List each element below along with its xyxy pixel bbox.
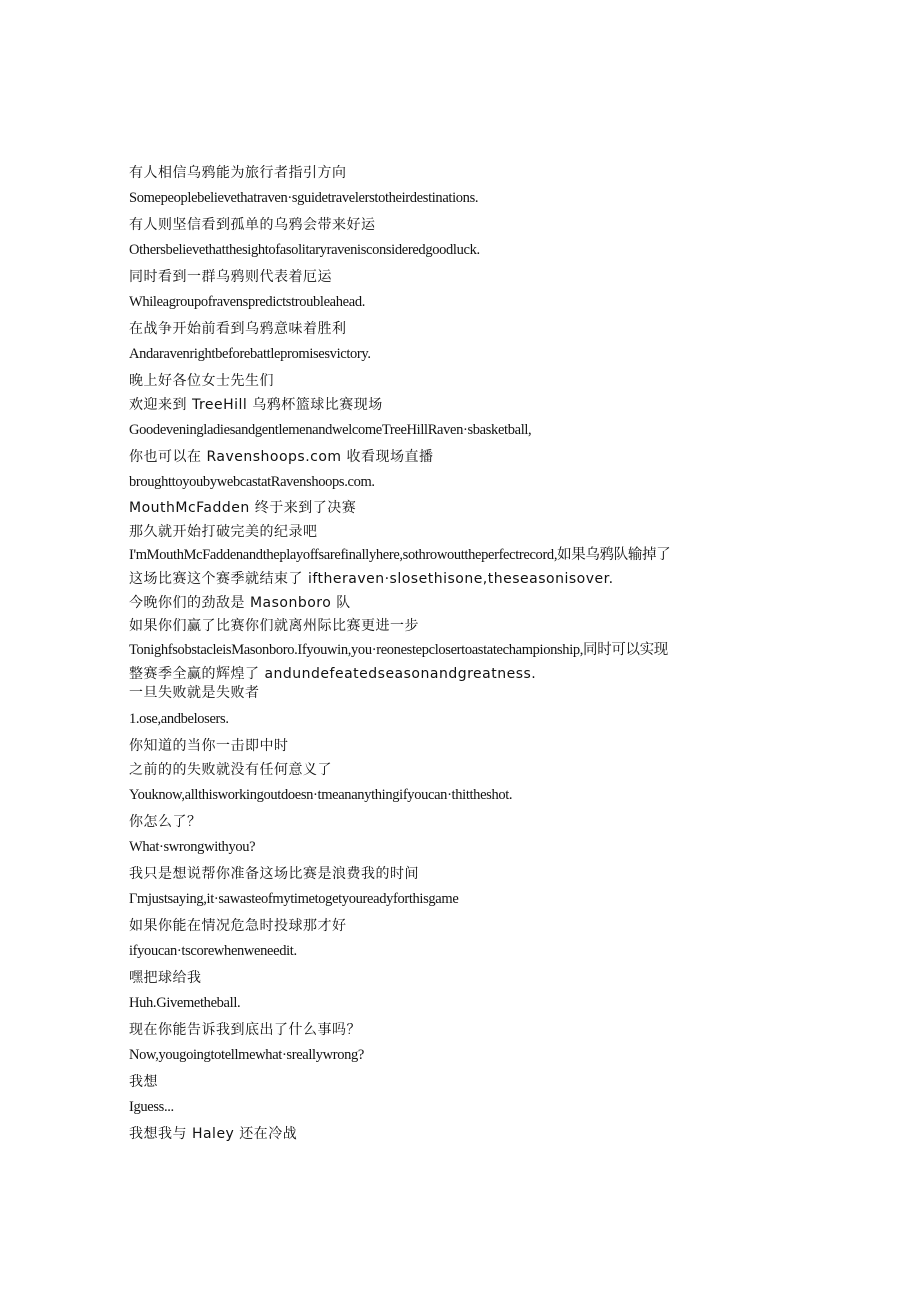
subtitle-line: 今晚你们的劲敌是 Masonboro 队 bbox=[129, 595, 351, 611]
subtitle-line: 有人则坚信看到孤单的乌鸦会带来好运 bbox=[129, 217, 376, 233]
subtitle-line: 有人相信乌鸦能为旅行者指引方向 bbox=[129, 165, 347, 181]
subtitle-line: TonighfsobstacleisMasonboro.Ifyouwin,you·reonestepclosertoastatechampionship,同时可以实现 bbox=[129, 642, 668, 658]
subtitle-line: 我想我与 Haley 还在冷战 bbox=[129, 1126, 298, 1142]
subtitle-line: 1.ose,andbelosers. bbox=[129, 711, 229, 727]
subtitle-line: 一旦失败就是失败者 bbox=[129, 685, 260, 701]
subtitle-line: GoodeveningladiesandgentlemenandwelcomeTreeHillRaven·sbasketball, bbox=[129, 422, 532, 438]
subtitle-line: 这场比赛这个赛季就结束了 iftheraven·slosethisone,theseasonisover. bbox=[129, 571, 614, 587]
subtitle-line: 我想 bbox=[129, 1074, 158, 1090]
subtitle-line: 如果你能在情况危急时投球那才好 bbox=[129, 918, 347, 934]
subtitle-line: 同时看到一群乌鸦则代表着厄运 bbox=[129, 269, 332, 285]
subtitle-line: 你怎么了？ bbox=[129, 814, 202, 830]
subtitle-line: 嘿把球给我 bbox=[129, 970, 202, 986]
subtitle-line: 你也可以在 Ravenshoops.com 收看现场直播 bbox=[129, 449, 434, 465]
subtitle-line: Now,yougoingtotellmewhat·sreallywrong? bbox=[129, 1047, 365, 1063]
subtitle-line: MouthMcFadden 终于来到了决赛 bbox=[129, 500, 357, 516]
subtitle-line: 欢迎来到 TreeHill 乌鸦杯篮球比赛现场 bbox=[129, 397, 383, 413]
subtitle-line: What·swrongwithyou? bbox=[129, 839, 256, 855]
subtitle-line: Othersbelievethatthesightofasolitaryravenisconsideredgoodluck. bbox=[129, 242, 480, 258]
subtitle-line: Andaravenrightbeforebattlepromisesvictory. bbox=[129, 346, 371, 362]
subtitle-line: Γmjustsaying,it·sawasteofmytimetogetyoureadyforthisgame bbox=[129, 891, 459, 907]
subtitle-line: I'mMouthMcFaddenandtheplayoffsarefinallyhere,sothrowouttheperfectrecord,如果乌鸦队输掉了 bbox=[129, 547, 671, 563]
subtitle-line: broughttoyoubywebcastatRavenshoops.com. bbox=[129, 474, 375, 490]
subtitle-line: 你知道的当你一击即中时 bbox=[129, 738, 289, 754]
subtitle-line: Iguess... bbox=[129, 1099, 174, 1115]
subtitle-line: 如果你们赢了比赛你们就离州际比赛更进一步 bbox=[129, 618, 419, 634]
subtitle-line: 那久就开始打破完美的纪录吧 bbox=[129, 524, 318, 540]
subtitle-line: Huh.Givemetheball. bbox=[129, 995, 241, 1011]
subtitle-line: 现在你能告诉我到底出了什么事吗？ bbox=[129, 1022, 361, 1038]
subtitle-line: 晚上好各位女士先生们 bbox=[129, 373, 274, 389]
subtitle-line: Somepeoplebelievethatraven·sguidetravelerstotheirdestinations. bbox=[129, 190, 479, 206]
subtitle-line: 之前的的失败就没有任何意义了 bbox=[129, 762, 332, 778]
subtitle-line: 在战争开始前看到乌鸦意味着胜利 bbox=[129, 321, 347, 337]
subtitle-line: Youknow,allthisworkingoutdoesn·tmeananythingifyoucan·thittheshot. bbox=[129, 787, 513, 803]
subtitle-line: ifyoucan·tscorewhenweneedit. bbox=[129, 943, 297, 959]
subtitle-line: 我只是想说帮你准备这场比赛是浪费我的时间 bbox=[129, 866, 419, 882]
subtitle-line: Whileagroupofravenspredictstroubleahead. bbox=[129, 294, 366, 310]
subtitle-line: 整赛季全赢的辉煌了 andundefeatedseasonandgreatness. bbox=[129, 666, 537, 682]
